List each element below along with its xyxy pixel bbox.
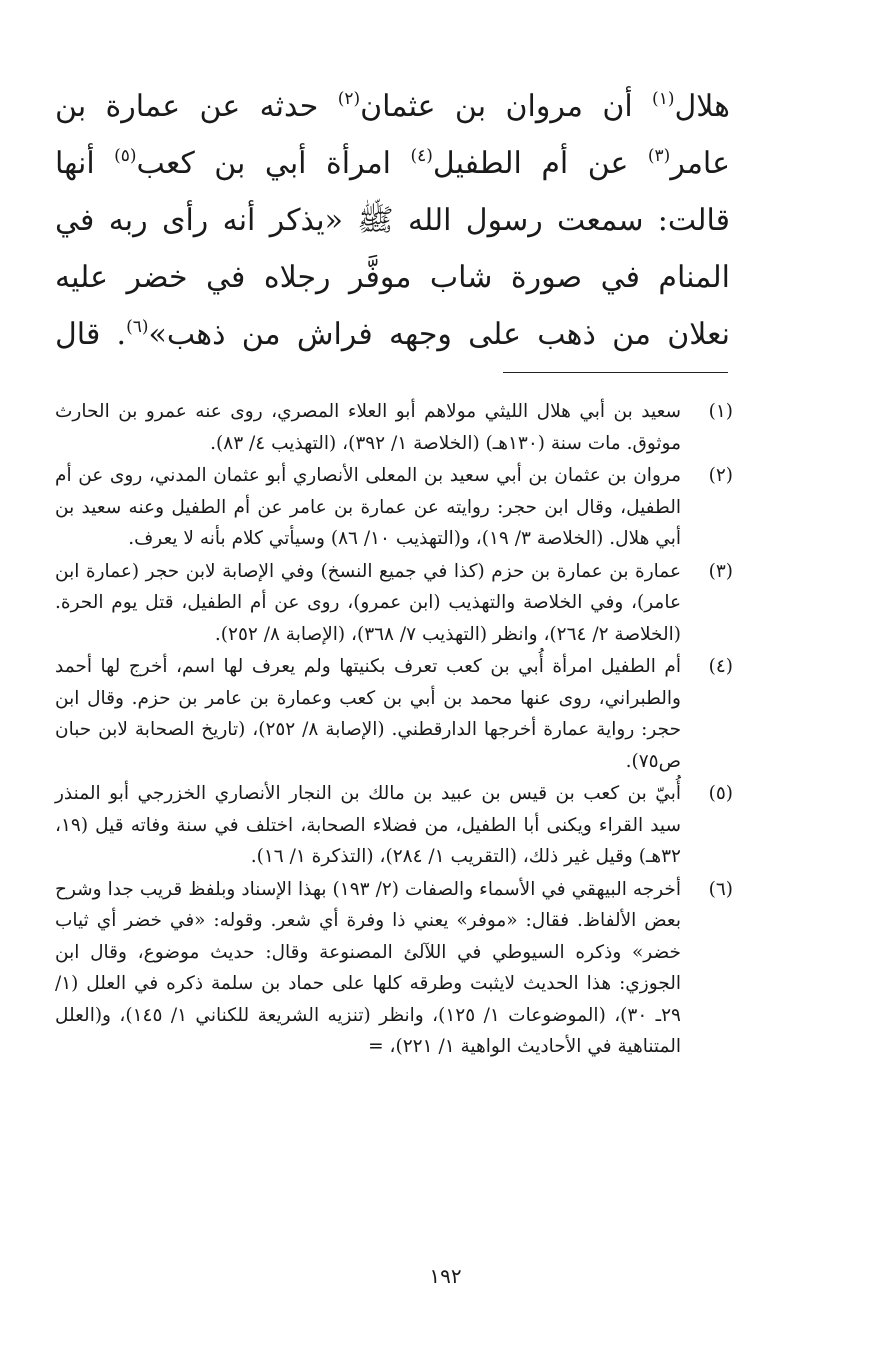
footnote-ref-4[interactable]: (٤): [410, 146, 433, 166]
main-text-segment: عن أم الطفيل: [432, 146, 648, 181]
main-text-segment: أن مروان بن عثمان: [360, 89, 653, 124]
footnote-number: (١): [708, 401, 733, 422]
main-text-segment: هلال: [674, 89, 730, 124]
footnote-text: مروان بن عثمان بن أبي سعيد بن المعلى الأنصاري أبو عثمان المدني، روى عن أم الطفيل، وقال ابن حجر: روايته عن عمارة بن عامر عن أم الطفيل وعنه سعيد بن أبي هلال. (الخلاصة ٣/ ١٩)، و(التهذيب ١٠/ ٨٦) وسيأتي كلام بأنه لا يعرف.: [55, 465, 681, 549]
footnote-ref-6[interactable]: (٦): [126, 317, 149, 337]
footnote-4: [55, 651, 733, 777]
footnote-ref-2[interactable]: (٢): [337, 89, 361, 109]
main-text: [55, 78, 730, 363]
main-paragraph: [55, 78, 730, 363]
footnote-number: (٥): [708, 783, 733, 804]
footnote-5: [55, 778, 733, 873]
footnote-text: أُبيّ بن كعب بن قيس بن عبيد بن مالك بن النجار الأنصاري الخزرجي أبو المنذر سيد القراء ويكنى أبا الطفيل، من فضلاء الصحابة، اختلف في سنة وفاته قيل (١٩، ٣٢هـ) وقيل غير ذلك، (التقريب ١/ ٢٨٤)، (التذكرة ١/ ١٦).: [55, 783, 681, 867]
footnote-ref-1[interactable]: (١): [652, 89, 675, 109]
footnote-divider: [503, 372, 728, 373]
footnote-ref-5[interactable]: (٥): [114, 146, 137, 166]
footnote-text: أم الطفيل امرأة أُبي بن كعب تعرف بكنيتها ولم يعرف لها اسم، أخرج لها أحمد والطبراني، روى عنها محمد بن أبي بن كعب وعمارة بن عامر بن حزم. وقال ابن حجر: رواية عمارة أخرجها الدارقطني. (الإصابة ٨/ ٢٥٢)، (تاريخ الصحابة لابن حبان ص٧٥).: [55, 656, 681, 772]
footnote-1: [55, 396, 733, 459]
footnote-6: [55, 874, 733, 1063]
footnotes: [55, 396, 733, 1064]
main-text-segment: امرأة أبي بن كعب: [136, 146, 411, 181]
footnote-number: (٤): [708, 656, 733, 677]
footnote-number: (٢): [708, 465, 733, 486]
main-text-segment: . قال: [55, 317, 127, 352]
footnote-text: سعيد بن أبي هلال الليثي مولاهم أبو العلاء المصري، روى عنه عمرو بن الحارث موثوق. مات سنة (١٣٠هـ) (الخلاصة ١/ ٣٩٢)، (التهذيب ٤/ ٨٣).: [55, 401, 681, 454]
footnote-text: أخرجه البيهقي في الأسماء والصفات (٢/ ١٩٣) بهذا الإسناد وبلفظ قريب جدا وشرح بعض الألفاظ. فقال: «موفر» يعني ذا وفرة أي شعر. وقوله: «في خضر أي ثياب خضر» وذكره السيوطي في اللآلئ المصنوعة وقال: حديث موضوع، وقال ابن الجوزي: هذا الحديث لايثبت وطرقه كلها على حماد بن سلمة ذكره في العلل (١/ ٢٩ـ ٣٠)، (الموضوعات ١/ ١٢٥)، وانظر (تنزيه الشريعة للكناني ١/ ١٤٥)، و(العلل المتناهية في الأحاديث الواهية ١/ ٢٢١)، =: [55, 878, 681, 1057]
footnote-ref-3[interactable]: (٣): [647, 146, 671, 166]
main-text-segment: أنها قالت: سمعت رسول الله ﷺ «يذكر أنه رأى ربه في المنام في صورة شاب موفَّر رجلاه في خضر عليه نعلان من ذهب على وجهه فراش من ذهب»: [55, 146, 730, 352]
page-number: ١٩٢: [429, 1264, 462, 1288]
footnote-text: عمارة بن عمارة بن حزم (كذا في جميع النسخ) وفي الإصابة لابن حجر (عمارة ابن عامر)، وفي الخلاصة والتهذيب (ابن عمرو)، روى عن أم الطفيل، قتل يوم الحرة. (الخلاصة ٢/ ٢٦٤)، وانظر (التهذيب ٧/ ٣٦٨)، (الإصابة ٨/ ٢٥٢).: [55, 560, 681, 645]
footnote-2: [55, 460, 733, 555]
footnote-number: (٣): [708, 560, 733, 582]
footnote-3: [55, 556, 733, 651]
footnote-number: (٦): [708, 878, 733, 900]
main-text-segment: حدثه عن عمارة بن عامر: [55, 89, 730, 181]
